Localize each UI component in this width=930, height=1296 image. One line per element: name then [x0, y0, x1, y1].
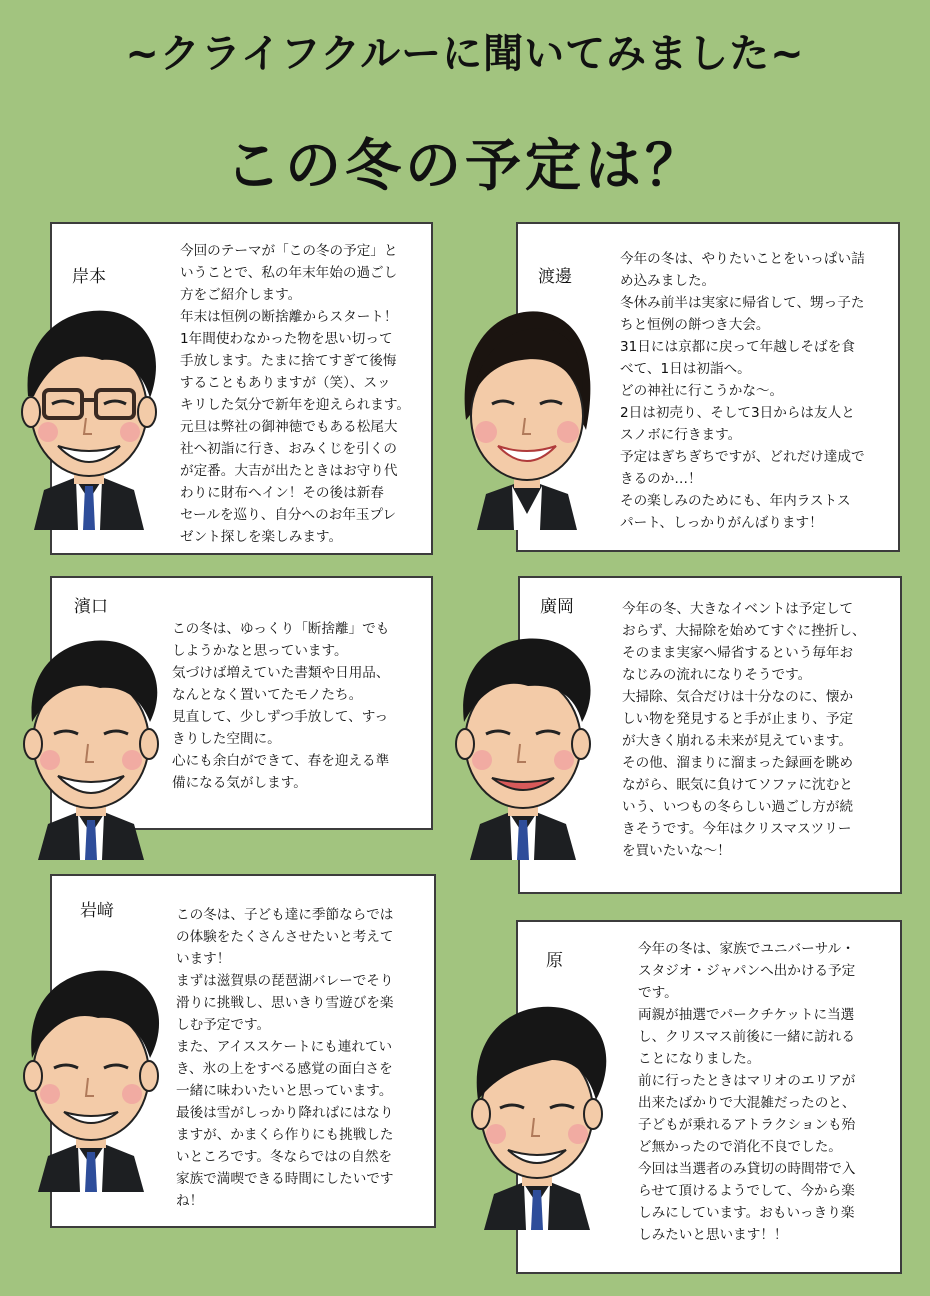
page-title: ~クライフクルーに聞いてみました~ — [125, 31, 805, 77]
crew-comment: 今年の冬は、家族でユニバーサル・ スタジオ・ジャパンへ出かける予定 です。 両親が抽選でパークチケットに当選 し、クリスマス前後に一緒に訪れる ことになりました。 前に行ったときはマリオのエリアが 出来たばかりで大混雑だったのと、 子どもが乗れるアトラクションも殆 ど無かったので消化不良でした。 今回は当選者のみ貸切の時間帯で入 らせて頂けるようでして、今から楽 しみにしています。おもいっきり楽 しみたいと思います！！ — [638, 941, 856, 1243]
crew-name: 濱口 — [74, 597, 108, 617]
crew-name: 渡邊 — [538, 267, 572, 287]
crew-comment: 今年の冬は、やりたいことをいっぱい詰 め込みました。 冬休み前半は実家に帰省して、甥っ子た ちと恒例の餅つき大会。 31日には京都に戻って年越しそばを食 べて、1日は初詣へ。 どの神社に行こうかな〜。 2日は初売り、そして3日からは友人と スノボに行きます。 予定はぎちぎちですが、どれだけ達成で きるのか…！ その楽しみのためにも、年内ラストス パート、しっかりがんばります！ — [620, 251, 865, 531]
iwasaki-caricature — [16, 962, 166, 1192]
crew-comment: 今回のテーマが「この冬の予定」と いうことで、私の年末年始の過ごし 方をご紹介します。 年末は恒例の断捨離からスタート！ 1年間使わなかった物を思い切って 手放します。たまに捨てすぎて後悔 することもありますが（笑）、スッ キリした気分で新年を迎えられます。 元旦は弊社の御神徳でもある松尾大 社へ初詣に行き、おみくじを引くの が定番。大吉が出たときはお守り代 わりに財布へイン！その後は新春 セールを巡り、自分へのお年玉プレ ゼント探しを楽しみます。 — [180, 243, 411, 545]
hara-caricature — [462, 1000, 612, 1230]
crew-name: 原 — [546, 951, 563, 971]
crew-comment: この冬は、子ども達に季節ならでは の体験をたくさんさせたいと考えて います！ まずは滋賀県の琵琶湖バレーでそり 滑りに挑戦し、思いきり雪遊びを楽 しむ予定です。 また、アイススケートにも連れてい き、氷の上をすべる感覚の面白さを 一緒に味わいたいと思っています。 最後は雪がしっかり降ればにはなり ますが、かまくら作りにも挑戦した いところです。冬ならではの自然を 家族で満喫できる時間にしたいです ね！ — [176, 907, 394, 1209]
crew-comment: 今年の冬、大きなイベントは予定して おらず、大掃除を始めてすぐに挫折し、 そのまま実家へ帰省するという毎年お なじみの流れになりそうです。 大掃除、気合だけは十分なのに、懐か しい物を発見すると手が止まり、予定 が大きく崩れる未来が見えています。 その他、溜まりに溜まった録画を眺め ながら、眠気に負けてソファに沈むと いう、いつもの冬らしい過ごし方が続 きそうです。今年はクリスマスツリー を買いたいな〜！ — [622, 601, 866, 859]
page-subtitle: この冬の予定は？ — [225, 134, 705, 199]
crew-name: 岸本 — [72, 267, 106, 287]
crew-name: 岩﨑 — [80, 901, 114, 921]
watanabe-caricature — [452, 300, 602, 530]
hamaguchi-caricature — [16, 630, 166, 860]
crew-name: 廣岡 — [540, 597, 574, 617]
kishimoto-caricature — [14, 300, 164, 530]
hirooka-caricature — [448, 630, 598, 860]
crew-comment: この冬は、ゆっくり「断捨離」でも しようかなと思っています。 気づけば増えていた書類や日用品、 なんとなく置いてたモノたち。 見直して、少しずつ手放して、すっ きりした空間に。 心にも余白ができて、春を迎える準 備になる気がします。 — [172, 621, 390, 791]
